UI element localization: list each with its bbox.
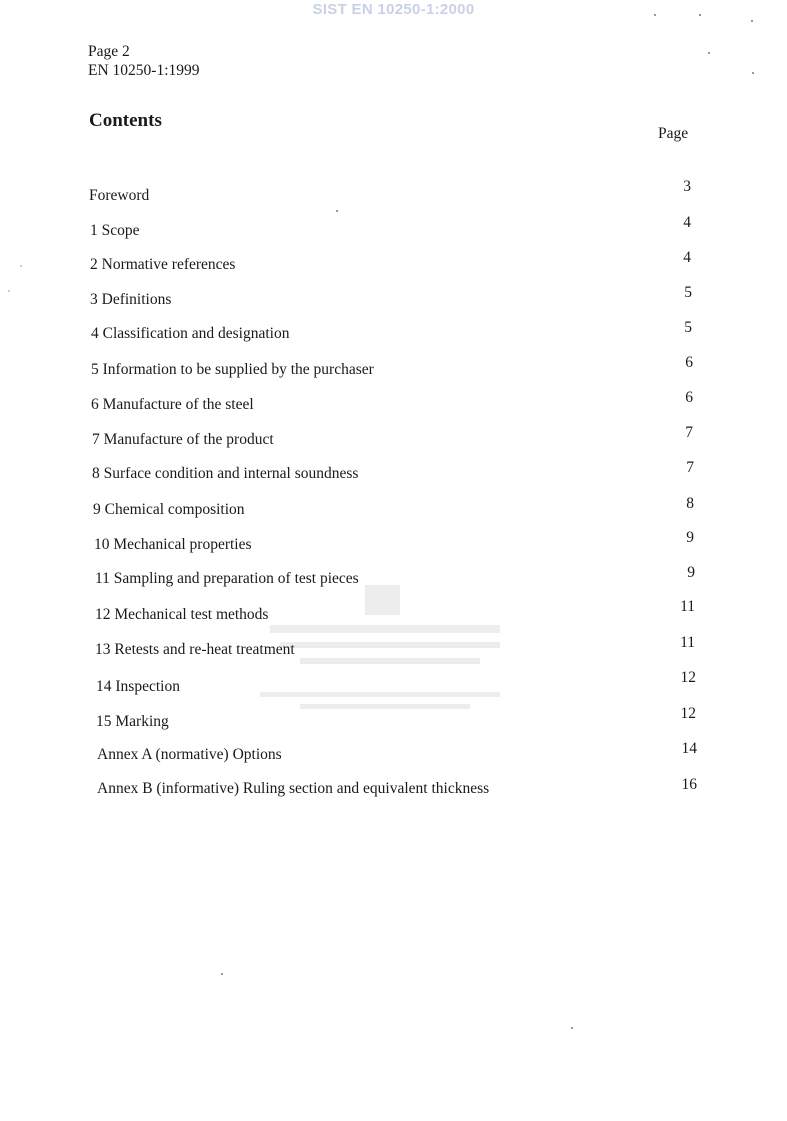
page-number-label: Page 2 <box>88 43 130 60</box>
toc-entry-foreword[interactable] <box>0 178 787 210</box>
toc-entry-page: 6 <box>685 389 693 406</box>
toc-entry-title: 11 Sampling and preparation of test pieces <box>95 570 359 587</box>
scan-speck <box>221 973 223 975</box>
toc-entry-normative-references[interactable] <box>0 249 787 280</box>
toc-entry-page: 11 <box>680 634 695 651</box>
standard-designation: EN 10250-1:1999 <box>88 62 200 79</box>
toc-entry-title: 14 Inspection <box>96 678 180 695</box>
toc-entry-page: 12 <box>680 669 696 686</box>
scan-speck <box>8 290 10 292</box>
contents-heading: Contents <box>89 110 162 131</box>
scan-speck <box>20 265 22 267</box>
toc-entry-manufacture-steel[interactable] <box>0 389 787 420</box>
toc-entry-page: 16 <box>681 776 697 793</box>
scan-speck <box>752 72 754 74</box>
toc-entry-page: 9 <box>687 564 695 581</box>
toc-entry-page: 12 <box>680 705 696 722</box>
toc-entry-page: 6 <box>685 354 693 371</box>
watermark: SIST EN 10250-1:2000 <box>312 1 475 18</box>
scan-speck <box>336 210 338 212</box>
toc-entry-title: Foreword <box>89 187 150 204</box>
toc-entry-page: 8 <box>686 495 694 512</box>
toc-entry-title: 8 Surface condition and internal soundness <box>92 465 359 482</box>
scan-speck <box>751 20 753 22</box>
toc-entry-annex-a[interactable] <box>0 740 787 770</box>
toc-entry-title: Annex B (informative) Ruling section and equivalent thickness <box>97 780 490 797</box>
toc-entry-title: 12 Mechanical test methods <box>95 606 269 623</box>
toc-entry-title: 5 Information to be supplied by the purchaser <box>91 361 374 378</box>
toc-entry-title: 3 Definitions <box>90 291 172 308</box>
toc-entry-page: 3 <box>683 178 691 195</box>
toc-entry-information-purchaser[interactable] <box>0 354 787 384</box>
toc-entry-title: 4 Classification and designation <box>91 325 290 342</box>
toc-entry-title: 7 Manufacture of the product <box>92 431 274 448</box>
toc-entry-page: 5 <box>684 319 692 336</box>
scan-artifact <box>240 580 500 715</box>
toc-entry-marking[interactable] <box>0 705 787 737</box>
page-column-label: Page <box>658 125 689 142</box>
toc-entry-page: 7 <box>686 459 694 476</box>
page-header <box>88 42 200 80</box>
toc-entry-page: 11 <box>680 598 695 615</box>
scan-speck <box>571 1027 573 1029</box>
toc-entry-page: 4 <box>683 214 691 231</box>
toc-entry-title: 15 Marking <box>96 713 169 730</box>
toc-entry-title: Annex A (normative) Options <box>97 746 282 763</box>
toc-entry-manufacture-product[interactable] <box>0 424 787 455</box>
scan-speck <box>654 14 656 16</box>
toc-entry-mechanical-properties[interactable] <box>0 529 787 560</box>
scan-speck <box>708 52 710 54</box>
scan-speck <box>699 14 701 16</box>
toc-entry-title: 1 Scope <box>90 222 140 239</box>
toc-entry-annex-b[interactable] <box>0 776 787 804</box>
toc-entry-surface-condition[interactable] <box>0 459 787 489</box>
toc-entry-definitions[interactable] <box>0 284 787 316</box>
toc-entry-classification[interactable] <box>0 319 787 349</box>
toc-entry-page: 4 <box>683 249 691 266</box>
toc-entry-title: 9 Chemical composition <box>93 501 245 518</box>
toc-entry-title: 13 Retests and re-heat treatment <box>95 641 295 658</box>
toc-entry-page: 5 <box>684 284 692 301</box>
toc-entry-page: 9 <box>686 529 694 546</box>
toc-entry-scope[interactable] <box>0 214 787 246</box>
toc-entry-page: 14 <box>681 740 697 757</box>
toc-entry-page: 7 <box>685 424 693 441</box>
toc-entry-title: 10 Mechanical properties <box>94 536 252 553</box>
toc-entry-title: 6 Manufacture of the steel <box>91 396 254 413</box>
toc-entry-title: 2 Normative references <box>90 256 236 273</box>
toc-entry-chemical-composition[interactable] <box>0 495 787 525</box>
